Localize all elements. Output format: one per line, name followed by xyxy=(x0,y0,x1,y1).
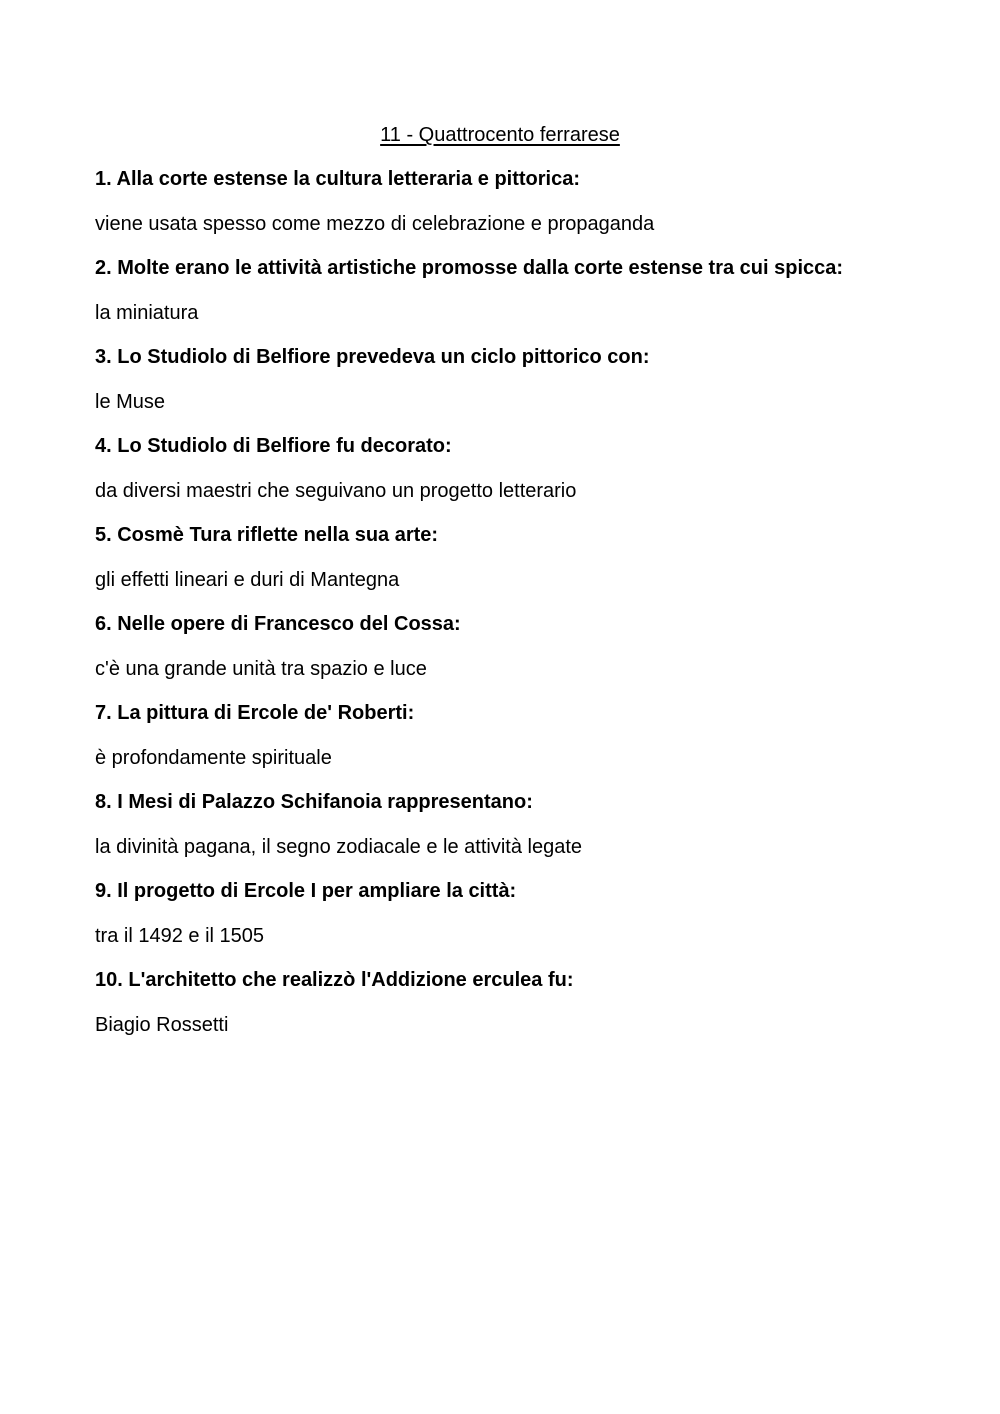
answer-text: le Muse xyxy=(95,390,166,413)
question-text: 6. Nelle opere di Francesco del Cossa: xyxy=(95,613,461,635)
answer-text: da diversi maestri che seguivano un progetto letterario xyxy=(95,479,577,502)
answer-text: tra il 1492 e il 1505 xyxy=(95,924,265,947)
answer-text: Biagio Rossetti xyxy=(95,1013,229,1036)
list-item xyxy=(95,344,915,433)
answer-text: c'è una grande unità tra spazio e luce xyxy=(95,657,427,680)
question-text: 9. Il progetto di Ercole I per ampliare la città: xyxy=(95,880,517,902)
question-text: 1. Alla corte estense la cultura letteraria e pittorica: xyxy=(95,168,580,190)
question-text: 4. Lo Studiolo di Belfiore fu decorato: xyxy=(95,435,452,457)
list-item xyxy=(95,522,915,611)
list-item xyxy=(95,700,915,789)
question-text: 7. La pittura di Ercole de' Roberti: xyxy=(95,702,415,724)
list-item xyxy=(95,967,915,1056)
list-item xyxy=(95,789,915,878)
question-text: 8. I Mesi di Palazzo Schifanoia rappresentano: xyxy=(95,791,533,813)
document-title: 11 - Quattrocento ferrarese xyxy=(380,124,620,146)
list-item xyxy=(95,878,915,967)
list-item xyxy=(95,433,915,522)
list-item xyxy=(95,611,915,700)
question-answer-list xyxy=(95,166,915,1056)
list-item xyxy=(95,255,915,344)
list-item xyxy=(95,166,915,255)
answer-text: gli effetti lineari e duri di Mantegna xyxy=(95,568,400,591)
answer-text: viene usata spesso come mezzo di celebrazione e propaganda xyxy=(95,212,655,235)
question-text: 5. Cosmè Tura riflette nella sua arte: xyxy=(95,524,439,546)
question-text: 10. L'architetto che realizzò l'Addizione erculea fu: xyxy=(95,969,574,991)
question-text: 2. Molte erano le attività artistiche promosse dalla corte estense tra cui spicca: xyxy=(95,257,844,279)
answer-text: è profondamente spirituale xyxy=(95,746,332,769)
answer-text: la miniatura xyxy=(95,301,199,324)
answer-text: la divinità pagana, il segno zodiacale e le attività legate xyxy=(95,835,582,858)
question-text: 3. Lo Studiolo di Belfiore prevedeva un ciclo pittorico con: xyxy=(95,346,650,368)
